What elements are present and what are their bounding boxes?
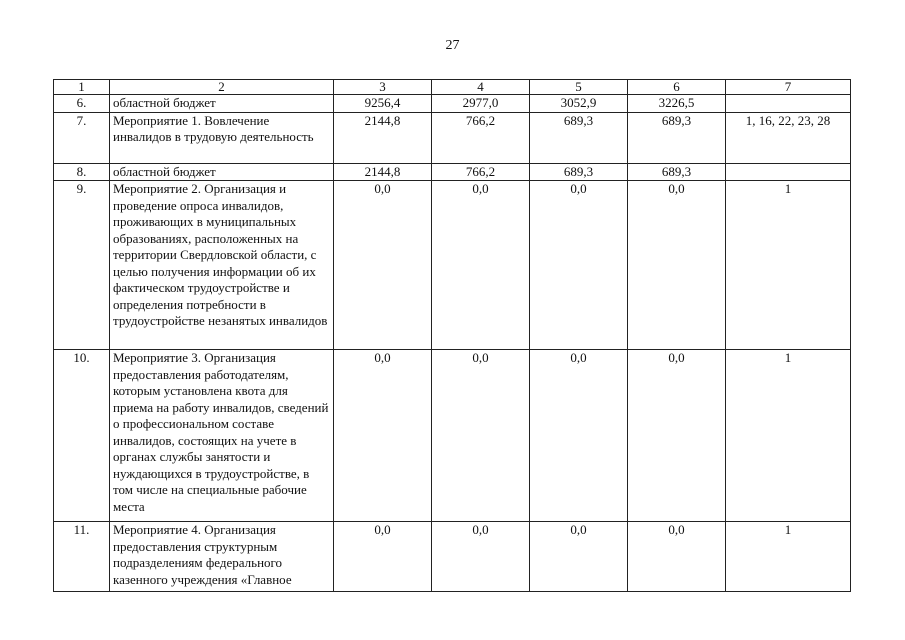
- header-cell-3: 3: [334, 80, 432, 95]
- row-name: Мероприятие 4. Организация предоставления структурным подразделениям федерального казенного учреждения «Главное: [110, 522, 334, 592]
- row-value-5: 3052,9: [530, 95, 628, 113]
- row-name: Мероприятие 3. Организация предоставления работодателям, которым установлена квота для приема на работу инвалидов, сведений о профессиональном составе инвалидов, состоящих на учете в органах службы занятости и нуждающихся в трудоустройстве, в том числе на специальные рабочие места: [110, 350, 334, 522]
- table-row: [54, 181, 851, 350]
- table-row: [54, 522, 851, 592]
- row-reference: 1: [726, 181, 851, 350]
- row-reference: [726, 95, 851, 113]
- row-number: 9.: [54, 181, 110, 350]
- row-value-6: 0,0: [628, 350, 726, 522]
- row-name: Мероприятие 2. Организация и проведение опроса инвалидов, проживающих в муниципальных образованиях, расположенных на территории Свердловской области, с целью получения информации об их фактическом трудоустройстве и определения потребности в трудоустройстве незанятых инвалидов: [110, 181, 334, 350]
- row-number: 6.: [54, 95, 110, 113]
- table-row: [54, 350, 851, 522]
- header-cell-4: 4: [432, 80, 530, 95]
- row-name: областной бюджет: [110, 95, 334, 113]
- row-value-4: 0,0: [432, 181, 530, 350]
- row-value-5: 689,3: [530, 163, 628, 181]
- row-value-6: 689,3: [628, 163, 726, 181]
- row-value-5: 689,3: [530, 112, 628, 163]
- header-cell-2: 2: [110, 80, 334, 95]
- header-cell-6: 6: [628, 80, 726, 95]
- header-cell-5: 5: [530, 80, 628, 95]
- budget-table: [53, 79, 851, 592]
- row-reference: 1: [726, 522, 851, 592]
- row-number: 8.: [54, 163, 110, 181]
- row-number: 11.: [54, 522, 110, 592]
- header-cell-1: 1: [54, 80, 110, 95]
- row-value-4: 766,2: [432, 112, 530, 163]
- row-value-4: 766,2: [432, 163, 530, 181]
- row-value-6: 0,0: [628, 181, 726, 350]
- table-row: [54, 112, 851, 163]
- row-value-5: 0,0: [530, 350, 628, 522]
- row-value-3: 9256,4: [334, 95, 432, 113]
- row-value-3: 0,0: [334, 350, 432, 522]
- table-row: [54, 95, 851, 113]
- row-value-5: 0,0: [530, 181, 628, 350]
- row-value-4: 2977,0: [432, 95, 530, 113]
- row-value-5: 0,0: [530, 522, 628, 592]
- row-reference: 1, 16, 22, 23, 28: [726, 112, 851, 163]
- row-name: Мероприятие 1. Вовлечение инвалидов в трудовую деятельность: [110, 112, 334, 163]
- page-number: 27: [445, 38, 460, 53]
- row-name: областной бюджет: [110, 163, 334, 181]
- row-value-3: 2144,8: [334, 112, 432, 163]
- header-cell-7: 7: [726, 80, 851, 95]
- table-header-row: [54, 80, 851, 95]
- row-value-6: 689,3: [628, 112, 726, 163]
- row-value-4: 0,0: [432, 522, 530, 592]
- table-row: [54, 163, 851, 181]
- row-value-6: 3226,5: [628, 95, 726, 113]
- row-reference: 1: [726, 350, 851, 522]
- row-value-3: 2144,8: [334, 163, 432, 181]
- row-value-3: 0,0: [334, 181, 432, 350]
- row-value-3: 0,0: [334, 522, 432, 592]
- row-value-4: 0,0: [432, 350, 530, 522]
- row-value-6: 0,0: [628, 522, 726, 592]
- row-number: 7.: [54, 112, 110, 163]
- row-number: 10.: [54, 350, 110, 522]
- row-reference: [726, 163, 851, 181]
